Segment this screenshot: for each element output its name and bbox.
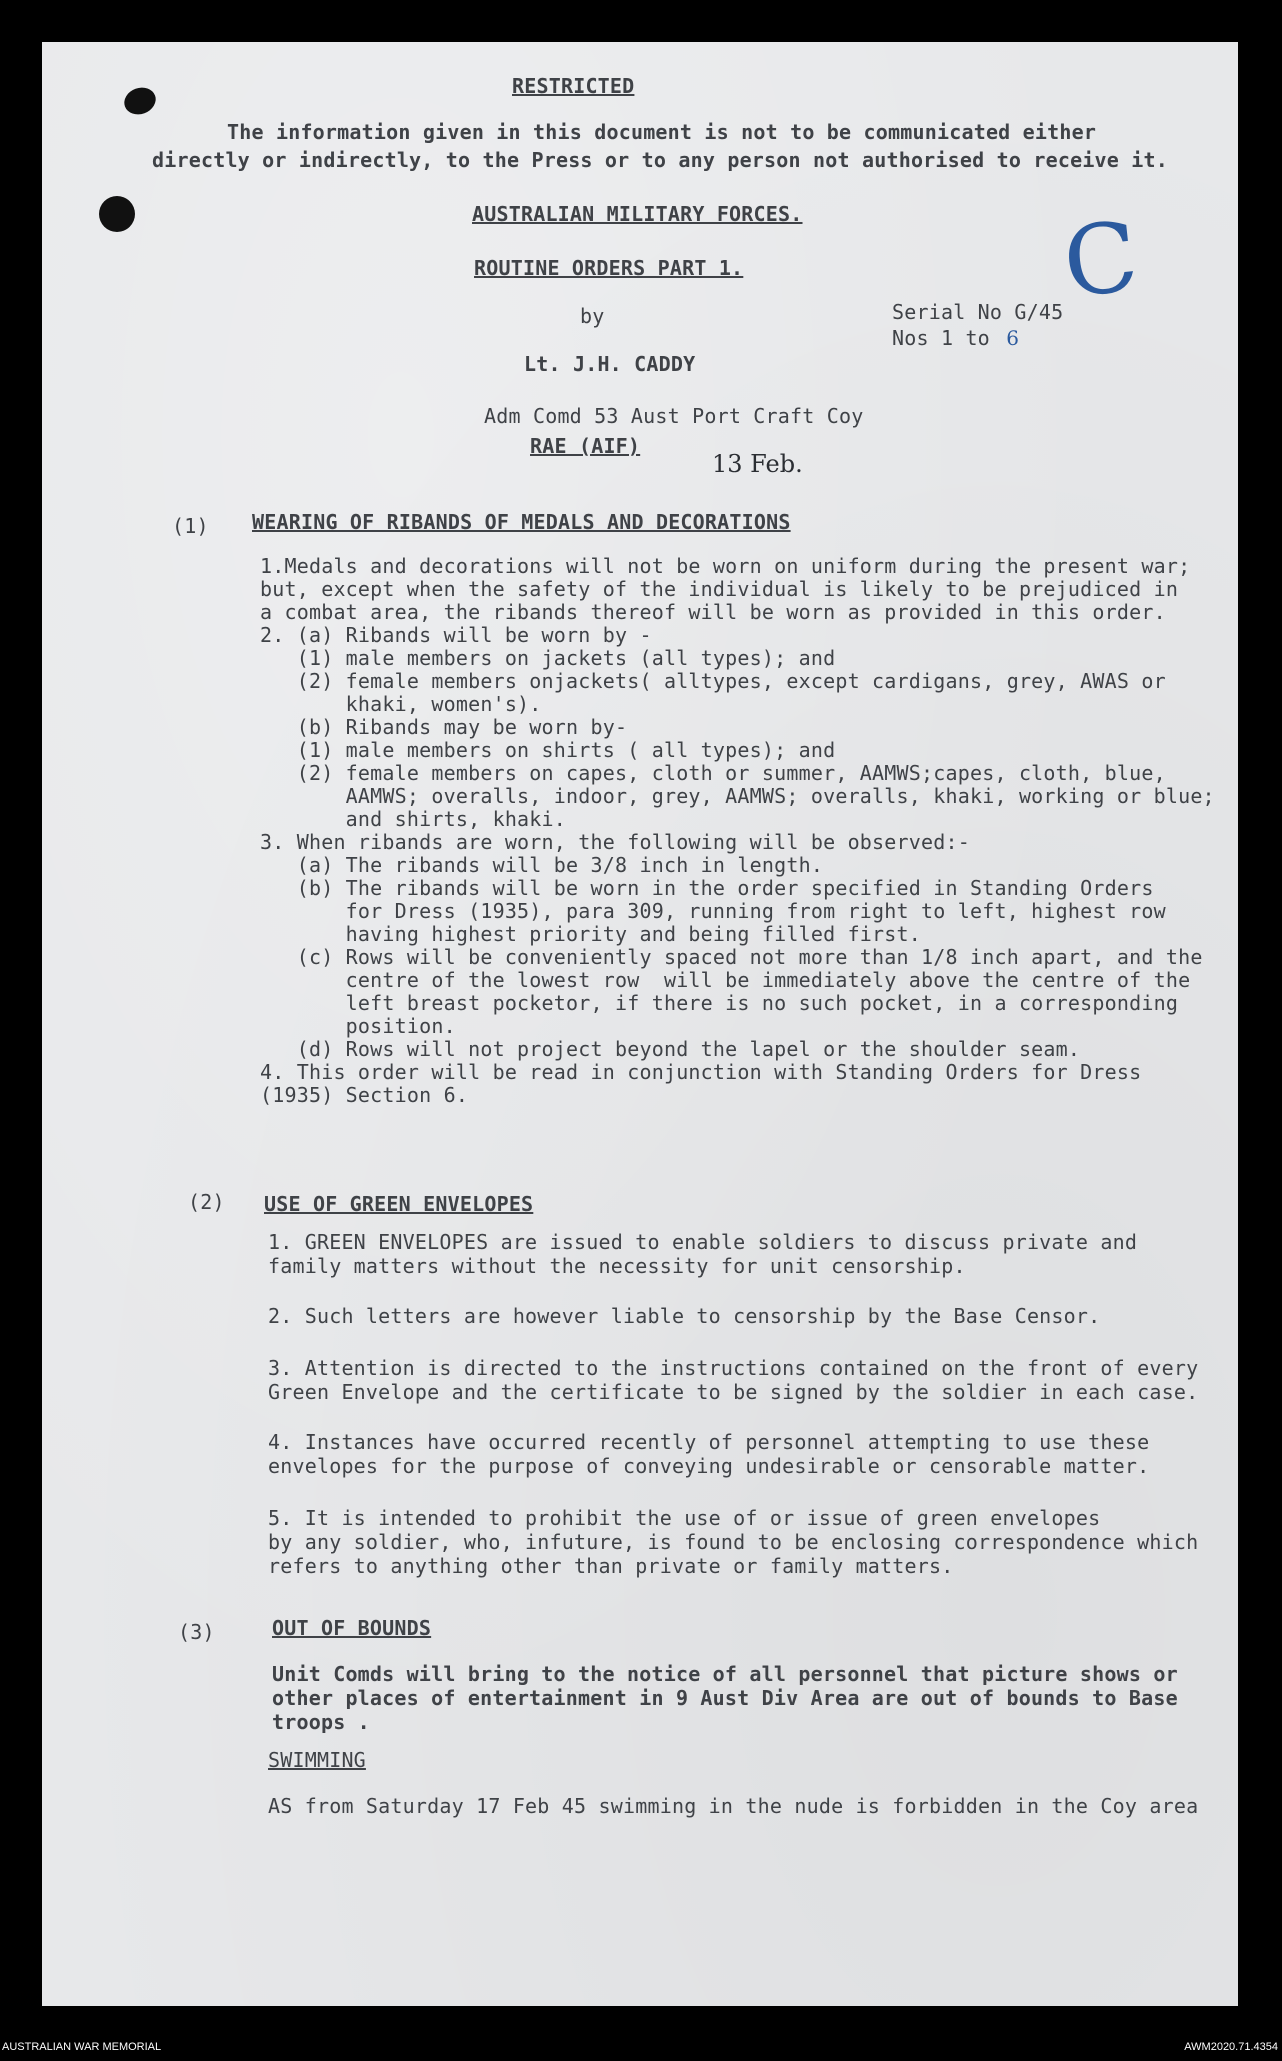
classification-heading: RESTRICTED [512, 74, 635, 98]
swimming-title: SWIMMING [268, 1748, 366, 1772]
footer-source: AUSTRALIAN WAR MEMORIAL [2, 2041, 162, 2053]
serial-range-handwritten: 6 [1006, 326, 1020, 350]
punch-hole-top [121, 83, 160, 118]
s1-line: 3. When ribands are worn, the following will be observed:- [260, 830, 970, 854]
unit-line-2: RAE (AIF) [530, 434, 641, 458]
section-3-title: OUT OF BOUNDS [272, 1616, 432, 1640]
s1-line: (2) female members onjackets( alltypes, except cardigans, grey, AWAS or [260, 669, 1166, 693]
s2-line: Green Envelope and the certificate to be signed by the soldier in each case. [268, 1380, 1199, 1404]
serial-number: Serial No G/45 [892, 300, 1064, 324]
s1-line: (b) Ribands may be worn by- [260, 715, 628, 739]
handwritten-date: 13 Feb. [712, 450, 803, 478]
handwritten-annotation-c: C [1058, 200, 1144, 320]
section-1-number: (1) [172, 514, 209, 538]
section-1-title: WEARING OF RIBANDS OF MEDALS AND DECORATIONS [252, 510, 791, 534]
s3-line: other places of entertainment in 9 Aust Div Area are out of bounds to Base [272, 1686, 1178, 1710]
unit-line-1: Adm Comd 53 Aust Port Craft Coy [484, 404, 864, 428]
section-2-number: (2) [188, 1190, 225, 1214]
s2-line: envelopes for the purpose of conveying undesirable or censorable matter. [268, 1454, 1150, 1478]
warning-line-2: directly or indirectly, to the Press or to any person not authorised to receive it. [152, 148, 1169, 172]
s2-line: 3. Attention is directed to the instructions contained on the front of every [268, 1356, 1199, 1380]
punch-hole-bottom [99, 196, 135, 232]
s1-line: (a) The ribands will be 3/8 inch in length. [260, 853, 824, 877]
s1-line: for Dress (1935), para 309, running from right to left, highest row [260, 899, 1166, 923]
s1-line: khaki, women's). [260, 692, 542, 716]
s2-line: refers to anything other than private or family matters. [268, 1554, 954, 1578]
orders-title: ROUTINE ORDERS PART 1. [474, 256, 744, 280]
s1-line: 1.Medals and decorations will not be worn on uniform during the present war; [260, 554, 1191, 578]
section-3-number: (3) [178, 1620, 215, 1644]
s1-line: position. [260, 1014, 456, 1038]
s1-line: but, except when the safety of the individual is likely to be prejudiced in [260, 577, 1179, 601]
s1-line: 2. (a) Ribands will be worn by - [260, 623, 652, 647]
s1-line: (1) male members on jackets (all types); and [260, 646, 836, 670]
document-page [42, 42, 1238, 2006]
s1-line: (1935) Section 6. [260, 1083, 469, 1107]
s2-line: family matters without the necessity for unit censorship. [268, 1254, 966, 1278]
swimming-line: AS from Saturday 17 Feb 45 swimming in the nude is forbidden in the Coy area [268, 1794, 1199, 1818]
s1-line: (1) male members on shirts ( all types); and [260, 738, 836, 762]
officer-name: Lt. J.H. CADDY [524, 352, 696, 376]
s1-line: (2) female members on capes, cloth or summer, AAMWS;capes, cloth, blue, [260, 761, 1166, 785]
s1-line: (c) Rows will be conveniently spaced not more than 1/8 inch apart, and the [260, 945, 1203, 969]
s3-line: Unit Comds will bring to the notice of all personnel that picture shows or [272, 1662, 1178, 1686]
serial-range [892, 326, 1020, 350]
s1-line: 4. This order will be read in conjunction with Standing Orders for Dress [260, 1060, 1142, 1084]
s1-line: AAMWS; overalls, indoor, grey, AAMWS; overalls, khaki, working or blue; [260, 784, 1215, 808]
s2-line: 1. GREEN ENVELOPES are issued to enable soldiers to discuss private and [268, 1230, 1138, 1254]
by-label: by [580, 304, 605, 328]
s1-line: and shirts, khaki. [260, 807, 567, 831]
s1-line: left breast pocketor, if there is no such pocket, in a corresponding [260, 991, 1179, 1015]
s1-line: having highest priority and being filled first. [260, 922, 922, 946]
s2-line: 2. Such letters are however liable to censorship by the Base Censor. [268, 1304, 1101, 1328]
footer-accession: AWM2020.71.4354 [1184, 2041, 1278, 2053]
force-heading: AUSTRALIAN MILITARY FORCES. [472, 202, 803, 226]
section-2-title: USE OF GREEN ENVELOPES [264, 1192, 534, 1216]
serial-range-label: Nos 1 to [892, 326, 990, 350]
warning-line-1: The information given in this document is not to be communicated either [227, 120, 1097, 144]
s1-line: a combat area, the ribands thereof will be worn as provided in this order. [260, 600, 1166, 624]
s2-line: 4. Instances have occurred recently of personnel attempting to use these [268, 1430, 1150, 1454]
s1-line: (d) Rows will not project beyond the lapel or the shoulder seam. [260, 1037, 1081, 1061]
s3-line: troops . [272, 1710, 370, 1734]
s2-line: by any soldier, who, infuture, is found to be enclosing correspondence which [268, 1530, 1199, 1554]
s1-line: centre of the lowest row will be immediately above the centre of the [260, 968, 1191, 992]
s1-line: (b) The ribands will be worn in the order specified in Standing Orders [260, 876, 1154, 900]
s2-line: 5. It is intended to prohibit the use of or issue of green envelopes [268, 1506, 1101, 1530]
